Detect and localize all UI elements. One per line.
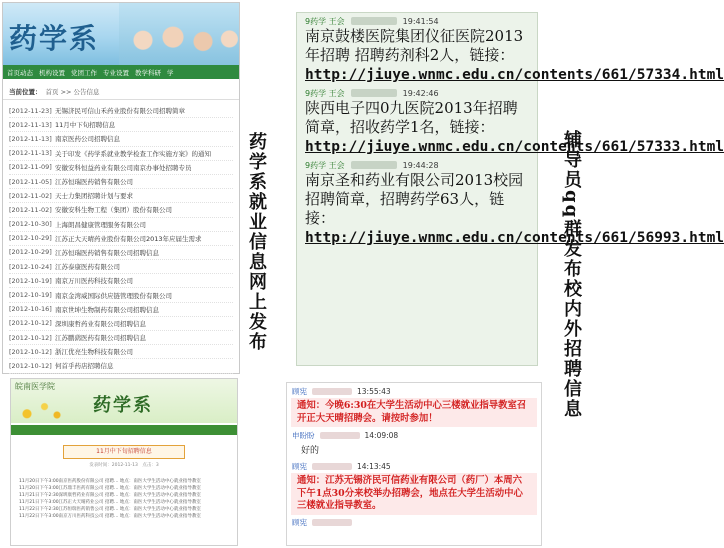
notice-text: 通知：江苏无锡济民可信药业有限公司（药厂）本周六下午1点30分来校举办招聘会，地点在大学生活动中心三楼就业指导教室。 bbox=[291, 473, 537, 515]
notice-date: [2012-11-23] bbox=[9, 106, 52, 115]
sender-name: 申盼盼 bbox=[292, 430, 315, 440]
notice-date: [2012-10-12] bbox=[9, 361, 52, 370]
notice-title-link[interactable]: 江苏正大天晴药业股份有限公司2013年应届生需求 bbox=[55, 234, 202, 243]
school-name: 皖南医学院 bbox=[15, 382, 55, 391]
notice-title-link[interactable]: 无锡济民可信山禾药业股份有限公司招聘简章 bbox=[55, 107, 185, 116]
notice-list-item[interactable] bbox=[9, 161, 233, 175]
nav-item[interactable]: 首页动态 bbox=[7, 68, 33, 77]
notice-title-link[interactable]: 天士力集团招聘计划与要求 bbox=[55, 192, 133, 201]
qq-chat-notices bbox=[286, 382, 542, 546]
sender-name: 顾宪 bbox=[292, 518, 307, 527]
nav-item[interactable]: 党团工作 bbox=[71, 68, 97, 77]
message-header bbox=[305, 87, 529, 99]
chat-message bbox=[297, 13, 724, 85]
notice-list-item[interactable] bbox=[9, 104, 233, 118]
notice-date: [2012-10-19] bbox=[9, 276, 52, 285]
redacted-id bbox=[312, 388, 352, 395]
notice-date: [2012-10-29] bbox=[9, 248, 52, 257]
message-time: 19:41:54 bbox=[402, 16, 439, 26]
notice-title-link[interactable]: 何首乎药店招聘信息 bbox=[55, 362, 114, 371]
notice-list-item[interactable] bbox=[9, 274, 233, 288]
message-time: 13:55:43 bbox=[357, 386, 391, 396]
notice-list-item[interactable] bbox=[9, 132, 233, 146]
breadcrumb-label: 当前位置： bbox=[9, 87, 42, 96]
notice-list-item[interactable] bbox=[9, 345, 233, 359]
notice-list-item[interactable] bbox=[9, 147, 233, 161]
notice-title-link[interactable]: 南京医药公司招聘信息 bbox=[55, 135, 120, 144]
notice-title-link[interactable]: 江苏恒瑞医药销售有限公司 bbox=[55, 178, 133, 187]
notice-list-item[interactable] bbox=[9, 232, 233, 246]
sender-name: 顾宪 bbox=[292, 386, 307, 396]
job-link[interactable]: http://jiuye.wnmc.edu.cn/contents/661/57333.html bbox=[305, 139, 724, 155]
notice-date: [2012-10-30] bbox=[9, 220, 52, 229]
notice-title-link[interactable]: 江苏恒瑞医药销售有限公司招聘信息 bbox=[55, 248, 159, 257]
sender-name: 顾宪 bbox=[292, 461, 307, 471]
nav-item[interactable]: 学 bbox=[167, 68, 174, 77]
notice-title-link[interactable]: 关于印发《药学系就业教学检查工作实施方案》的通知 bbox=[55, 149, 211, 158]
notice-list-item[interactable] bbox=[9, 218, 233, 232]
notice-title-link[interactable]: 11月中下旬招聘信息 bbox=[55, 121, 116, 130]
nav-item[interactable]: 专业设置 bbox=[103, 68, 129, 77]
site-banner bbox=[3, 3, 239, 65]
notice-date: [2012-10-19] bbox=[9, 291, 52, 300]
notice-date: [2012-11-05] bbox=[9, 177, 52, 186]
notice-message-header bbox=[287, 517, 541, 529]
notice-list-item[interactable] bbox=[9, 331, 233, 345]
message-time: 14:09:08 bbox=[364, 430, 399, 440]
sender-name: 9药学 王会 bbox=[305, 88, 345, 98]
notice-list-item[interactable] bbox=[9, 303, 233, 317]
article-header bbox=[11, 379, 237, 423]
redacted-id bbox=[320, 432, 360, 439]
message-time: 19:44:28 bbox=[402, 160, 439, 170]
article-page-screenshot bbox=[10, 378, 238, 546]
redacted-id bbox=[351, 17, 397, 25]
notice-title-link[interactable]: 安徽安科恒益药业有限公司南京办事处招聘专员 bbox=[55, 163, 192, 172]
notice-date: [2012-11-02] bbox=[9, 205, 52, 214]
breadcrumb bbox=[3, 83, 239, 100]
sender-name: 9药学 王会 bbox=[305, 160, 345, 170]
chat-message bbox=[297, 157, 724, 248]
notice-date: [2012-11-13] bbox=[9, 149, 52, 158]
job-link[interactable]: http://jiuye.wnmc.edu.cn/contents/661/57334.html bbox=[305, 67, 724, 83]
notice-title-link[interactable]: 南京万川医药科技有限公司 bbox=[55, 277, 133, 286]
article-line: 11月22日下午3:00南京万川医药科技公司 招聘… 地点：南医大学生活动中心就业指导教室 bbox=[19, 514, 201, 519]
notice-message-header bbox=[287, 429, 541, 441]
chat-message bbox=[297, 85, 724, 157]
notice-date: [2012-11-09] bbox=[9, 163, 52, 172]
notice-title-link[interactable]: 浙江优亮生物科技有限公司 bbox=[55, 348, 133, 357]
redacted-id bbox=[312, 463, 352, 470]
notice-title-link[interactable]: 安徽安科生物工程（集团）股份有限公司 bbox=[55, 206, 172, 215]
article-meta: 发表时间：2012-11-13 点击：3 bbox=[89, 463, 159, 468]
banner-photo bbox=[119, 3, 239, 65]
notice-date: [2012-10-24] bbox=[9, 262, 52, 271]
notice-title-link[interactable]: 南京世坤生物制药有限公司招聘信息 bbox=[55, 305, 159, 314]
message-text: 南京鼓楼医院集团仪征医院2013年招聘 招聘药剂科2人，链接： bbox=[305, 27, 524, 64]
reply-text: 好的 bbox=[301, 446, 320, 456]
caption-left: 药学系就业信息网上发布 bbox=[246, 132, 267, 352]
notice-list-item[interactable] bbox=[9, 317, 233, 331]
department-website-screenshot bbox=[2, 2, 240, 374]
message-text: 南京圣和药业有限公司2013校园招聘简章，招聘药学63人，链接： bbox=[305, 171, 524, 227]
article-line: 11月20日下午3:00南京医药股份有限公司 招聘… 地点：南医大学生活动中心就业指导教室 bbox=[19, 479, 201, 484]
redacted-id bbox=[351, 89, 397, 97]
notice-title-link[interactable]: 上海朗昌健康管理服务有限公司 bbox=[55, 220, 146, 229]
flower-decoration bbox=[17, 397, 67, 421]
article-line: 11月21日下午3:00江苏正大天晴药业公司 招聘… 地点：南医大学生活动中心就业指导教室 bbox=[19, 500, 201, 505]
site-logo: 药学系 bbox=[9, 22, 100, 55]
article-line: 11月21日下午2:30深圳康哲药业有限公司 招聘… 地点：南医大学生活动中心就业指导教室 bbox=[19, 493, 201, 498]
article-body bbox=[19, 478, 229, 520]
nav-item[interactable]: 机构设置 bbox=[39, 68, 65, 77]
notice-date: [2012-10-16] bbox=[9, 305, 52, 314]
notice-date: [2012-10-29] bbox=[9, 234, 52, 243]
job-link[interactable]: http://jiuye.wnmc.edu.cn/contents/661/56993.html bbox=[305, 230, 724, 246]
message-time: 14:13:45 bbox=[357, 461, 391, 471]
notice-list-item[interactable] bbox=[9, 260, 233, 274]
notice-title-link[interactable]: 江苏鹏鹞医药有限公司招聘信息 bbox=[55, 334, 146, 343]
notice-list-item[interactable] bbox=[9, 288, 233, 302]
message-header bbox=[305, 159, 529, 171]
message-body bbox=[305, 27, 724, 85]
message-header bbox=[305, 15, 529, 27]
message-time: 19:42:46 bbox=[402, 88, 439, 98]
caption-right: 辅导员qq群发布校内外招聘信息 bbox=[561, 130, 582, 420]
message-text: 陕西电子四0九医院2013年招聘简章，招收药学1名，链接： bbox=[305, 99, 518, 136]
notice-list-item[interactable] bbox=[9, 175, 233, 189]
notice-list-item[interactable] bbox=[9, 118, 233, 132]
article-title: 11月中下旬招聘信息 bbox=[63, 445, 185, 459]
notice-date: [2012-10-12] bbox=[9, 319, 52, 328]
notice-date: [2012-11-02] bbox=[9, 191, 52, 200]
article-site-logo: 药学系 bbox=[93, 395, 153, 416]
notice-list-item[interactable] bbox=[9, 189, 233, 203]
notice-text: 通知：今晚6:30在大学生活动中心三楼就业指导教室召开正大天晴招聘会。请按时参加！ bbox=[291, 398, 537, 427]
notice-date: [2012-10-12] bbox=[9, 333, 52, 342]
article-line: 11月20日下午3:00江苏鼎丰医药有限公司 招聘… 地点：南医大学生活动中心就业指导教室 bbox=[19, 486, 201, 491]
nav-item[interactable]: 教学科研 bbox=[135, 68, 161, 77]
breadcrumb-path[interactable]: 首页 >> 公告信息 bbox=[45, 87, 100, 96]
article-nav-bar bbox=[11, 425, 237, 435]
sender-name: 9药学 王会 bbox=[305, 16, 345, 26]
redacted-id bbox=[312, 519, 352, 526]
notice-title-link[interactable]: 南京金湾威国际供应链管理股份有限公司 bbox=[55, 291, 172, 300]
notice-title-link[interactable]: 江苏泰康医药有限公司 bbox=[55, 263, 120, 272]
notice-title-link[interactable]: 深圳康哲药业有限公司招聘信息 bbox=[55, 319, 146, 328]
notice-list-item[interactable] bbox=[9, 359, 233, 373]
notice-list bbox=[3, 104, 239, 374]
site-nav bbox=[3, 65, 239, 79]
notice-date: [2012-11-13] bbox=[9, 134, 52, 143]
article-line: 11月22日下午2:30江苏恒瑞医药销售公司 招聘… 地点：南医大学生活动中心就业指导教室 bbox=[19, 507, 201, 512]
notice-date: [2012-10-12] bbox=[9, 347, 52, 356]
notice-date: [2012-11-13] bbox=[9, 120, 52, 129]
notice-list-item[interactable] bbox=[9, 203, 233, 217]
message-body bbox=[305, 99, 724, 157]
notice-message-header bbox=[287, 385, 541, 397]
notice-list-item[interactable] bbox=[9, 246, 233, 260]
message-body bbox=[305, 171, 724, 248]
redacted-id bbox=[351, 161, 397, 169]
notice-message-header bbox=[287, 460, 541, 472]
